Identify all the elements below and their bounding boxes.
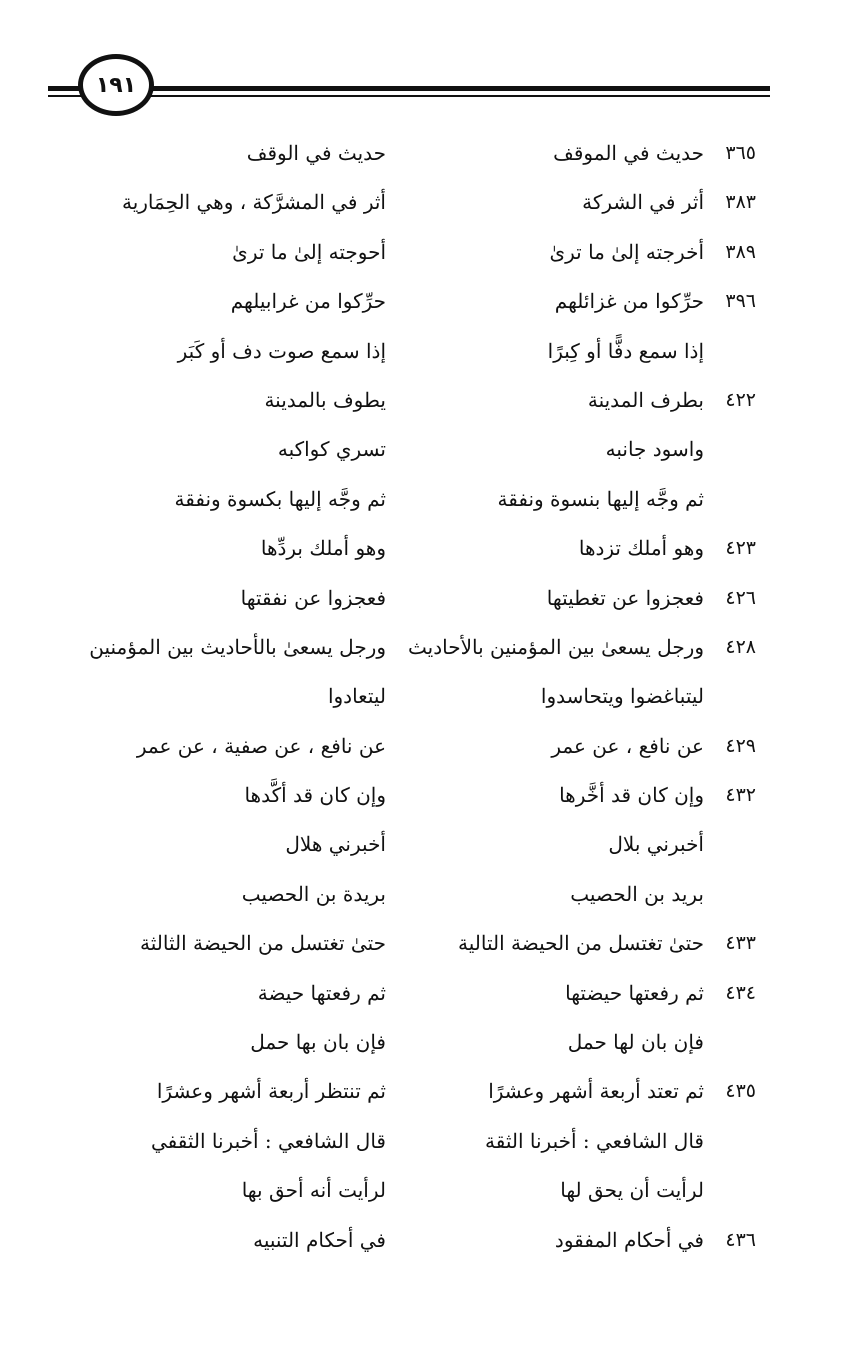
- row-page-number: ٤٣٥: [725, 1080, 756, 1103]
- variant-text: إذا سمع صوت دف أو كَبَر: [177, 338, 386, 363]
- original-text: حتىٰ تغتسل من الحيضة التالية: [458, 931, 704, 956]
- row-page-number: ٣٦٥: [725, 142, 756, 164]
- table-row: [0, 774, 856, 823]
- variant-text: قال الشافعي : أخبرنا الثقفي: [150, 1128, 386, 1153]
- variant-text: حرِّكوا من غرابيلهم: [230, 289, 386, 314]
- row-page-number: ٣٩٦: [725, 290, 756, 313]
- variant-text: ثم رفعتها حيضة: [257, 980, 386, 1005]
- table-row: [0, 1021, 856, 1070]
- original-text: ورجل يسعىٰ بين المؤمنين بالأحاديث: [408, 634, 704, 659]
- table-row: [0, 428, 856, 477]
- row-page-number: ٤٢٣: [725, 537, 756, 560]
- table-row: [0, 873, 856, 922]
- table-row: [0, 1219, 856, 1268]
- header-rule-thin: [48, 95, 770, 97]
- table-row: [0, 478, 856, 527]
- table-row: [0, 626, 856, 675]
- table-row: [0, 231, 856, 280]
- row-page-number: ٤٢٨: [725, 635, 756, 658]
- original-text: واسود جانبه: [605, 437, 704, 462]
- row-page-number: ٤٢٦: [725, 586, 756, 609]
- original-text: ليتباغضوا ويتحاسدوا: [540, 684, 704, 709]
- original-text: حديث في الموقف: [553, 141, 704, 165]
- original-text: بريد بن الحصيب: [570, 881, 704, 906]
- original-text: أخبرني بلال: [608, 832, 704, 857]
- page-header: [0, 0, 856, 140]
- variant-text: أثر في المشرَّكة ، وهي الحِمَارية: [121, 190, 386, 215]
- original-text: عن نافع ، عن عمر: [551, 733, 704, 758]
- variant-text: ورجل يسعىٰ بالأحاديث بين المؤمنين: [89, 634, 386, 659]
- original-text: لرأيت أن يحق لها: [560, 1178, 704, 1203]
- row-page-number: ٤٣٢: [725, 784, 756, 807]
- variant-text: أخبرني هلال: [285, 832, 386, 857]
- original-text: وإن كان قد أخَّرها: [559, 783, 704, 808]
- variants-table: [0, 132, 856, 1268]
- variant-text: فعجزوا عن نفقتها: [240, 585, 386, 610]
- variant-text: أحوجته إلىٰ ما ترىٰ: [232, 239, 386, 264]
- table-row: [0, 280, 856, 329]
- original-text: قال الشافعي : أخبرنا الثقة: [485, 1128, 704, 1153]
- table-row: [0, 527, 856, 576]
- table-row: [0, 330, 856, 379]
- page-number: ١٩١: [95, 72, 137, 98]
- variant-text: ثم تنتظر أربعة أشهر وعشرًا: [156, 1079, 386, 1104]
- table-row: [0, 922, 856, 971]
- row-page-number: ٤٢٩: [725, 734, 756, 757]
- original-text: وهو أملك تزدها: [578, 536, 704, 561]
- original-text: ثم تعتد أربعة أشهر وعشرًا: [488, 1079, 704, 1104]
- original-text: فعجزوا عن تغطيتها: [546, 585, 704, 610]
- table-row: [0, 1120, 856, 1169]
- variant-text: ثم وجَّه إليها بكسوة ونفقة: [174, 486, 386, 511]
- original-text: ثم وجَّه إليها بنسوة ونفقة: [497, 486, 704, 511]
- original-text: في أحكام المفقود: [554, 1227, 704, 1252]
- original-text: حرِّكوا من غزائلهم: [554, 289, 704, 314]
- variant-text: بريدة بن الحصيب: [241, 881, 386, 906]
- row-page-number: ٤٢٢: [725, 388, 756, 411]
- variant-text: لرأيت أنه أحق بها: [241, 1178, 386, 1203]
- original-text: فإن بان لها حمل: [567, 1030, 704, 1055]
- row-page-number: ٣٨٣: [725, 191, 756, 214]
- row-page-number: ٤٣٤: [725, 981, 756, 1004]
- row-page-number: ٤٣٦: [725, 1228, 756, 1251]
- variant-text: تسري كواكبه: [277, 437, 386, 462]
- variant-text: وهو أملك بردِّها: [260, 536, 386, 561]
- variant-text: حديث في الوقف: [246, 141, 386, 165]
- original-text: أخرجته إلىٰ ما ترىٰ: [549, 239, 704, 264]
- variant-text: في أحكام التنبيه: [253, 1227, 386, 1252]
- variant-text: ليتعادوا: [327, 684, 386, 709]
- original-text: إذا سمع دفًّا أو كِبرًا: [547, 338, 704, 363]
- variant-text: عن نافع ، عن صفية ، عن عمر: [136, 733, 386, 758]
- variant-text: حتىٰ تغتسل من الحيضة الثالثة: [140, 931, 386, 956]
- table-row: [0, 577, 856, 626]
- variant-text: يطوف بالمدينة: [264, 387, 386, 412]
- variant-text: وإن كان قد أكَّدها: [244, 783, 386, 808]
- table-row: [0, 725, 856, 774]
- row-page-number: ٤٣٣: [725, 932, 756, 955]
- header-rule-thick: [48, 86, 770, 91]
- table-row: [0, 675, 856, 724]
- page-number-badge: [78, 54, 154, 116]
- table-row: [0, 1169, 856, 1218]
- original-text: أثر في الشركة: [582, 190, 704, 215]
- table-row: [0, 379, 856, 428]
- row-page-number: ٣٨٩: [725, 240, 756, 263]
- original-text: بطرف المدينة: [587, 387, 704, 412]
- table-row: [0, 181, 856, 230]
- table-row: [0, 132, 856, 181]
- table-row: [0, 1070, 856, 1119]
- variant-text: فإن بان بها حمل: [250, 1030, 386, 1055]
- original-text: ثم رفعتها حيضتها: [565, 980, 704, 1005]
- table-row: [0, 823, 856, 872]
- table-row: [0, 972, 856, 1021]
